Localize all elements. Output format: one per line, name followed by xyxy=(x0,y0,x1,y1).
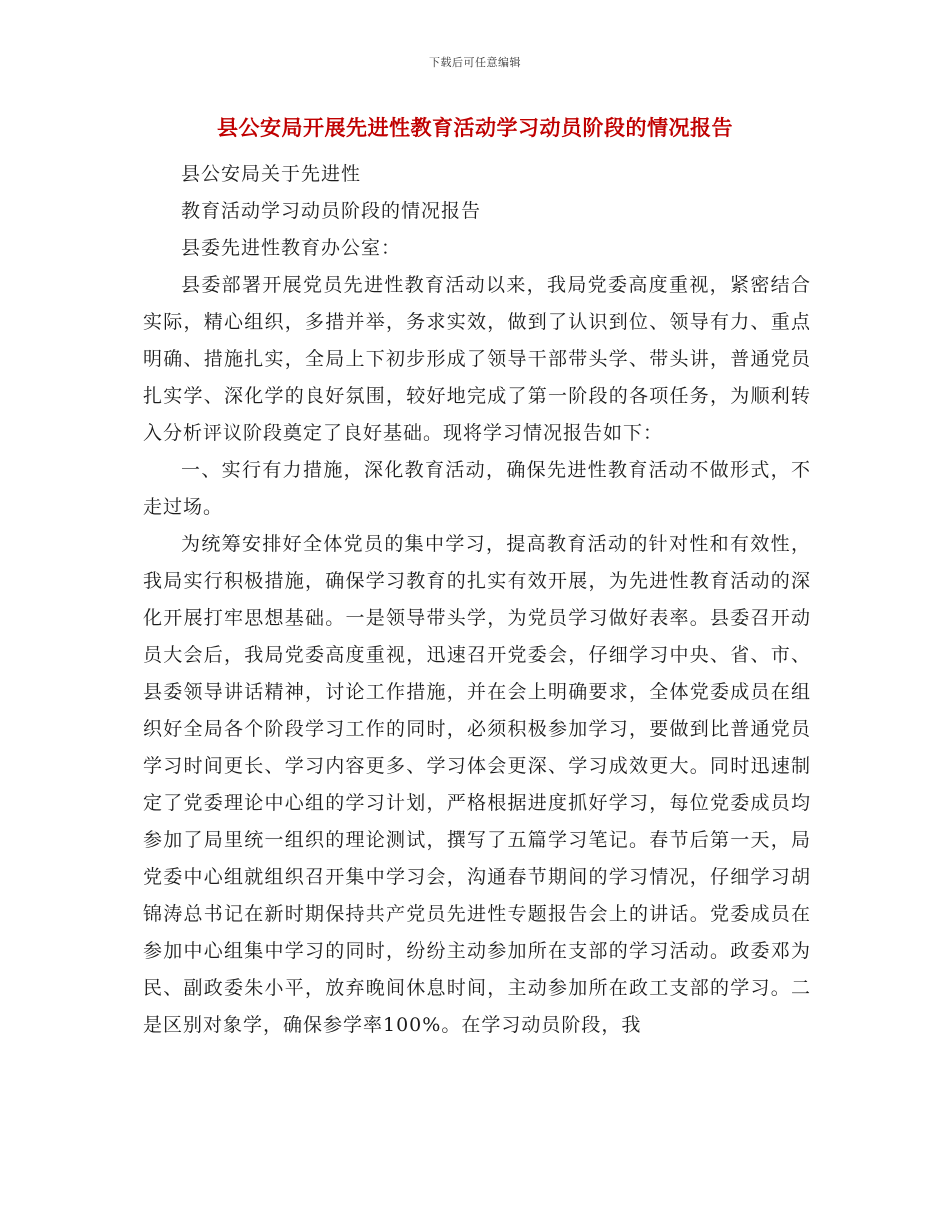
header-note: 下载后可任意编辑 xyxy=(429,56,521,69)
paragraph-section-heading: 一、实行有力措施，深化教育活动，确保先进性教育活动不做形式，不走过场。 xyxy=(143,459,811,518)
paragraph-addressee: 县委先进性教育办公室： xyxy=(181,237,402,259)
paragraph-section-body: 为统筹安排好全体党员的集中学习，提高教育活动的针对性和有效性，我局实行积极措施，确保学习教育的扎实有效开展，为先进性教育活动的深化开展打牢思想基础。一是领导带头学，为党员学习做好表率。县委召开动员大会后，我局党委高度重视，迅速召开党委会，仔细学习中央、省、市、县委领导讲话精神，讨论工作措施，并在会上明确要求，全体党委成员在组织好全局各个阶段学习工作的同时，必须积极参加学习，要做到比普通党员学习时间更长、学习内容更多、学习体会更深、学习成效更大。同时迅速制定了党委理论中心组的学习计划，严格根据进度抓好学习，每位党委成员均参加了局里统一组织的理论测试，撰写了五篇学习笔记。春节后第一天，局党委中心组就组织召开集中学习会，沟通春节期间的学习情况，仔细学习胡锦涛总书记在新时期保持共产党员先进性专题报告会上的讲话。党委成员在参加中心组集中学习的同时，纷纷主动参加所在支部的学习活动。政委邓为民、副政委朱小平，放弃晚间休息时间，主动参加所在政工支部的学习。二是区别对象学，确保参学率100%。在学习动员阶段，我 xyxy=(143,533,811,1036)
paragraph-intro: 县委部署开展党员先进性教育活动以来，我局党委高度重视，紧密结合实际，精心组织，多措并举，务求实效，做到了认识到位、领导有力、重点明确、措施扎实，全局上下初步形成了领导干部带头学、带头讲，普通党员扎实学、深化学的良好氛围，较好地完成了第一阶段的各项任务，为顺利转入分析评议阶段奠定了良好基础。现将学习情况报告如下： xyxy=(143,274,811,444)
paragraph-subtitle-line-1: 县公安局关于先进性 xyxy=(181,163,362,185)
paragraph-subtitle-line-2: 教育活动学习动员阶段的情况报告 xyxy=(181,200,482,222)
document-body xyxy=(143,156,811,1044)
document-title: 县公安局开展先进性教育活动学习动员阶段的情况报告 xyxy=(217,115,733,140)
